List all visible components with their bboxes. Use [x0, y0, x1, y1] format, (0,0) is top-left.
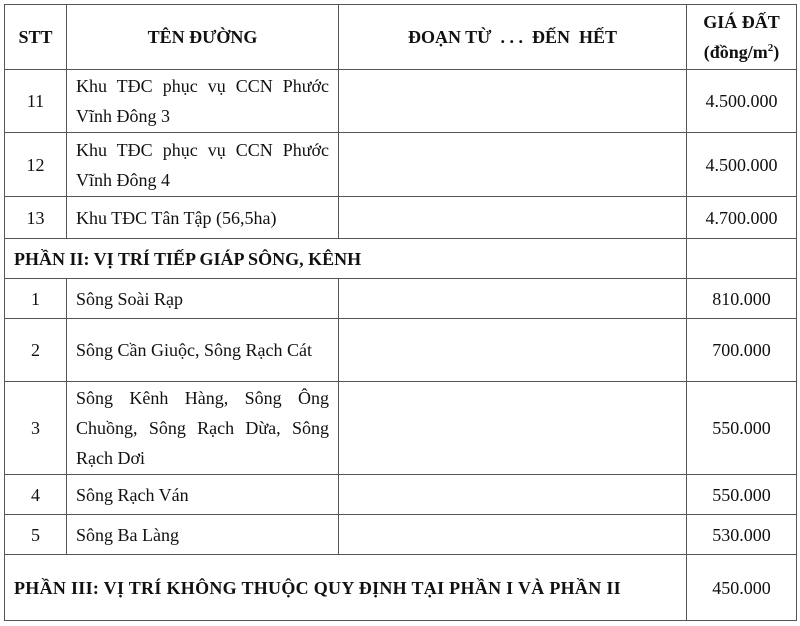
row-price: 530.000 [687, 515, 797, 555]
header-stt: STT [5, 5, 67, 70]
row-price: 550.000 [687, 382, 797, 475]
row-stt: 5 [5, 515, 67, 555]
land-price-table [4, 4, 797, 621]
row-segment [339, 197, 687, 239]
row-street-name: Khu TĐC Tân Tập (56,5ha) [67, 197, 339, 239]
row-river-name: Sông Rạch Ván [67, 475, 339, 515]
row-river-name: Sông Cần Giuộc, Sông Rạch Cát [67, 319, 339, 382]
row-price: 4.700.000 [687, 197, 797, 239]
row-stt: 1 [5, 279, 67, 319]
row-price: 4.500.000 [687, 70, 797, 133]
header-land-price-unit: $(đồng/m^2)$ [703, 42, 780, 62]
row-street-name: Khu TĐC phục vụ CCN Phước Vĩnh Đông 4 [67, 133, 339, 197]
header-segment: ĐOẠN TỪ . . . ĐẾN HẾT [339, 5, 687, 70]
row-segment [339, 475, 687, 515]
row-price: 4.500.000 [687, 133, 797, 197]
section-price-part3: 450.000 [687, 555, 797, 621]
row-river-name: Sông Kênh Hàng, Sông Ông Chuồng, Sông Rạch Dừa, Sông Rạch Dơi [67, 382, 339, 475]
section-price-part2 [687, 239, 797, 279]
table-row [5, 70, 797, 133]
table-row [5, 515, 797, 555]
section-row-part3 [5, 555, 797, 621]
table-row [5, 475, 797, 515]
header-row [5, 5, 797, 70]
row-stt: 12 [5, 133, 67, 197]
row-segment [339, 319, 687, 382]
table-row [5, 319, 797, 382]
row-segment [339, 515, 687, 555]
row-price: 550.000 [687, 475, 797, 515]
row-segment [339, 133, 687, 197]
row-stt: 4 [5, 475, 67, 515]
table-row [5, 279, 797, 319]
row-price: 700.000 [687, 319, 797, 382]
row-stt: 3 [5, 382, 67, 475]
header-land-price-line1: GIÁ ĐẤT [703, 12, 780, 32]
table-row [5, 382, 797, 475]
section-title-part2: PHẦN II: VỊ TRÍ TIẾP GIÁP SÔNG, KÊNH [5, 239, 687, 279]
row-stt: 2 [5, 319, 67, 382]
table-row [5, 133, 797, 197]
row-street-name: Khu TĐC phục vụ CCN Phước Vĩnh Đông 3 [67, 70, 339, 133]
row-stt: 11 [5, 70, 67, 133]
section-title-part3: PHẦN III: VỊ TRÍ KHÔNG THUỘC QUY ĐỊNH TẠI PHẦN I VÀ PHẦN II [5, 555, 687, 621]
section-row-part2 [5, 239, 797, 279]
row-segment [339, 382, 687, 475]
row-river-name: Sông Ba Làng [67, 515, 339, 555]
row-price: 810.000 [687, 279, 797, 319]
row-river-name: Sông Soài Rạp [67, 279, 339, 319]
table-row [5, 197, 797, 239]
row-segment [339, 70, 687, 133]
row-segment [339, 279, 687, 319]
row-stt: 13 [5, 197, 67, 239]
header-land-price [687, 5, 797, 70]
header-street-name: TÊN ĐƯỜNG [67, 5, 339, 70]
